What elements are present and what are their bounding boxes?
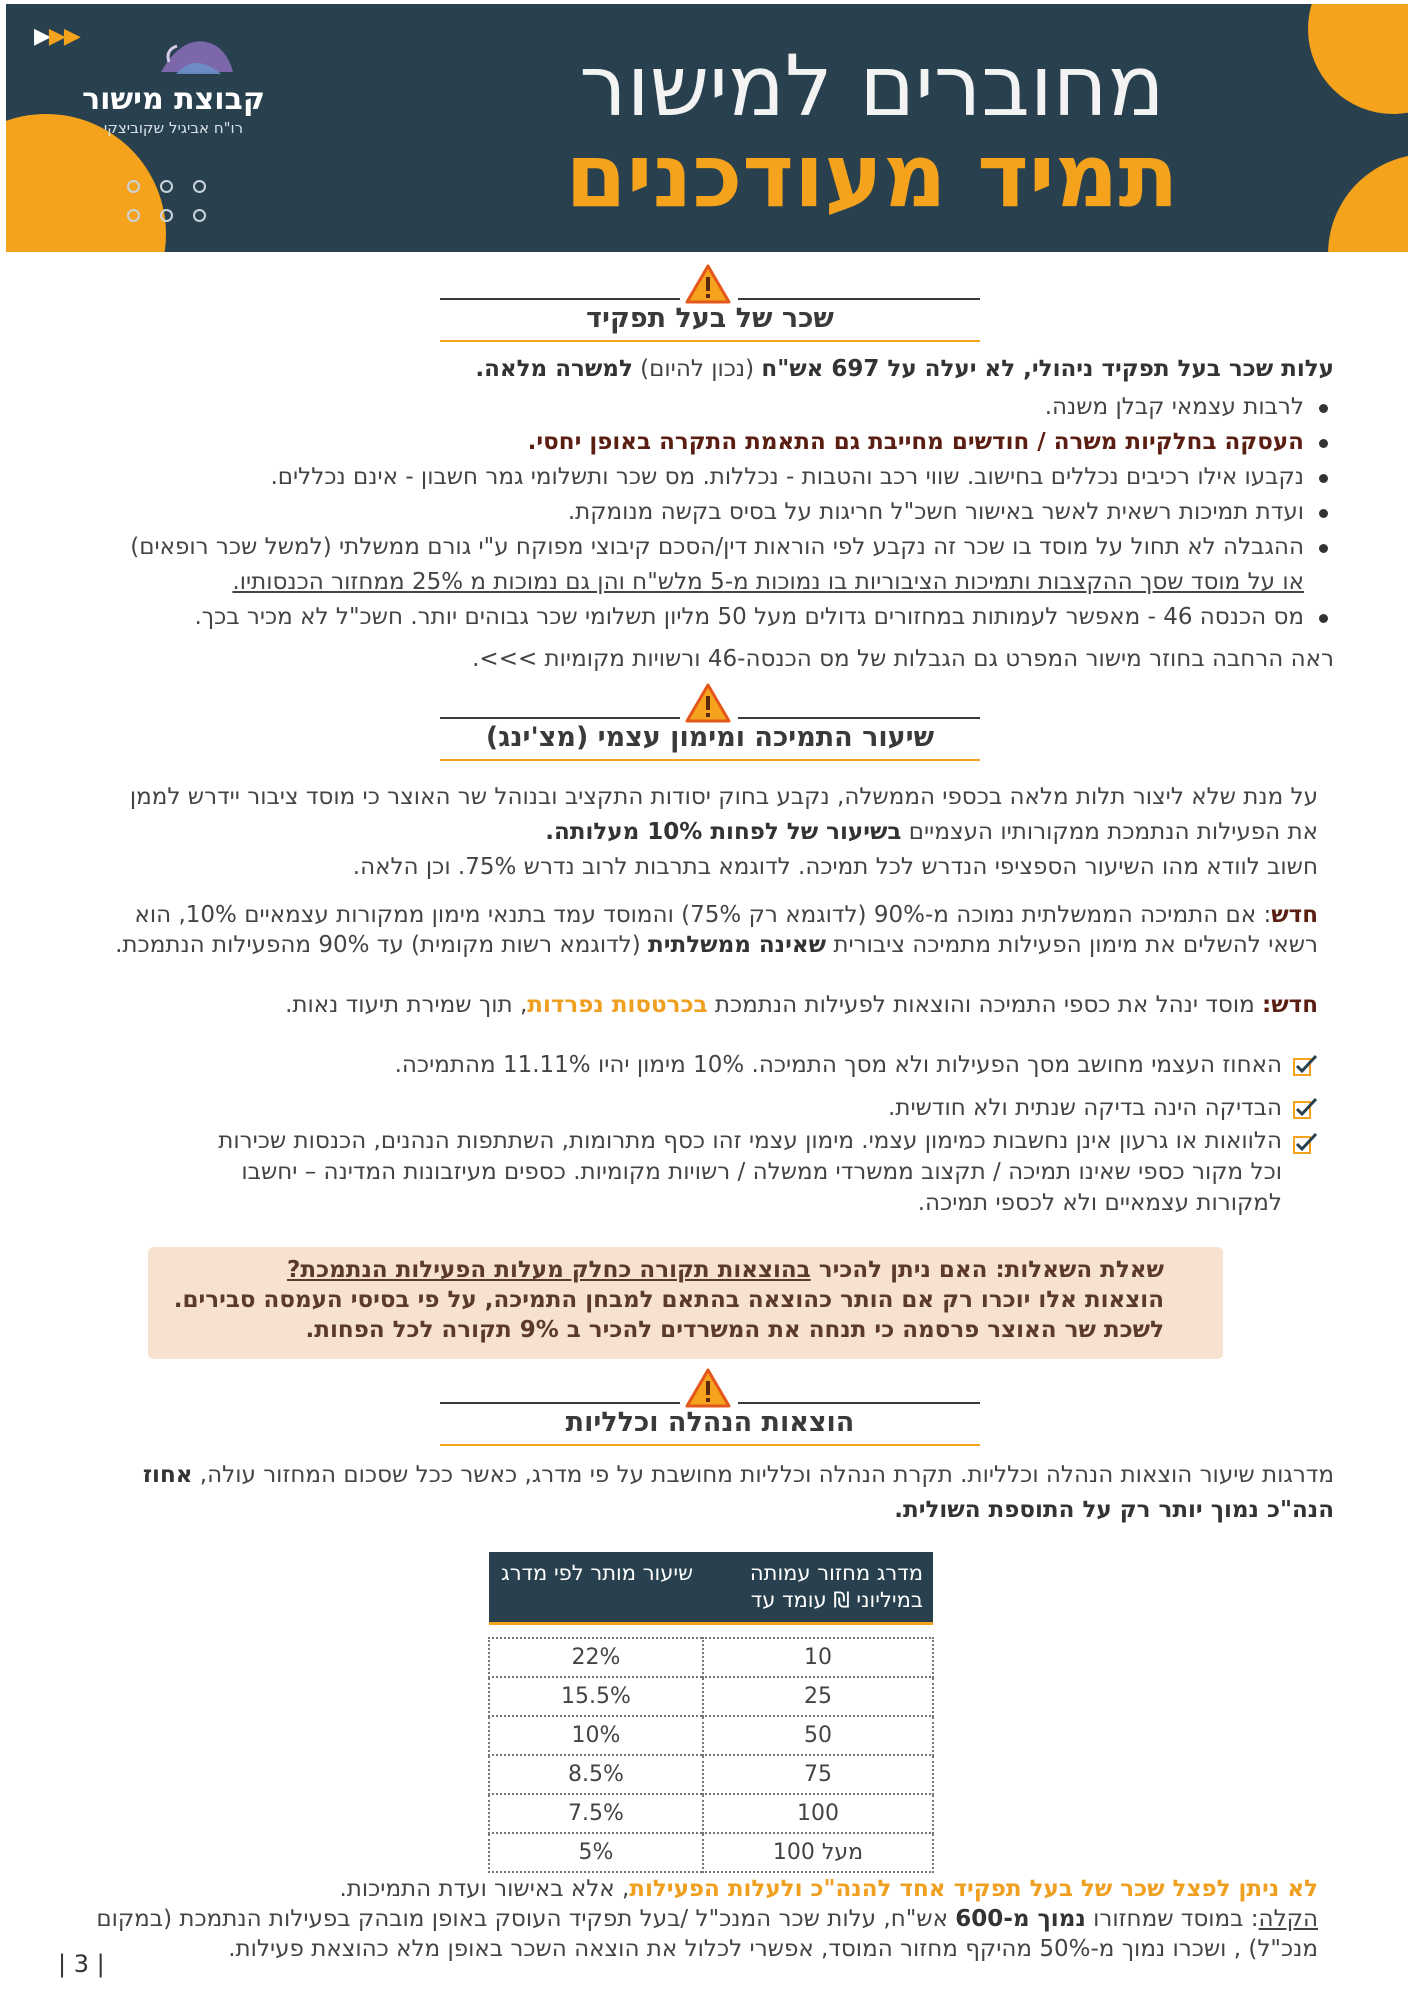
section-title: שיעור התמיכה ומימון עצמי (מצ'ינג) (485, 722, 935, 753)
logo-lotus-icon (151, 32, 241, 80)
banner-orange-arc-top-right (1308, 4, 1408, 114)
warning-icon (685, 264, 731, 304)
banner-arrows-icon: ▶▶▶ (34, 24, 79, 49)
see-more-link[interactable]: ראה הרחבה בחוזר מישור המפרט גם הגבלות של מס הכנסה-46 ורשויות מקומיות >>>. (472, 646, 1334, 672)
underlined-exception: או על מוסד שסך ההקצבות ותמיכות הציבוריות בו נמוכות מ-5 מלש"ח והן גם נמוכות מ 25% ממחזור הכנסותיו. (232, 569, 1304, 595)
banner-title-line1: מחוברים למישור (579, 37, 1165, 135)
banner-title-line2: תמיד מעודכנים (565, 124, 1179, 227)
section-heading-admin (440, 1368, 980, 1446)
question-block: שאלת השאלות: האם ניתן להכיר בהוצאות תקורה כחלק מעלות הפעילות הנתמכת? הוצאות אלו יוכרו רק אם הותר כהוצאה בהתאם למבחן התמיכה, על פי בסיסי העמסה סבירים. לשכת שר האוצר פרסמה כי תנחה את המשרדים להכיר ב 9% תקורה לכל הפחות. (173, 1257, 1164, 1343)
matching-checklist (218, 1048, 1318, 1219)
checkbox-checked-icon (1292, 1054, 1318, 1078)
list-item: האחוז העצמי מחושב מסך הפעילות ולא מסך התמיכה. 10% מימון יהיו 11.11% מהתמיכה. (218, 1048, 1318, 1083)
logo-name: קבוצת מישור (82, 82, 265, 117)
matching-paragraph-new-2: חדש: מוסד ינהל את כספי התמיכה והוצאות לפעילות הנתמכת בכרטסות נפרדות, תוך שמירת תיעוד נאות. (285, 992, 1318, 1018)
matching-paragraph-new-1: חדש: אם התמיכה הממשלתית נמוכה מ-90% (לדוגמא רק 75%) והמוסד עמד בתנאי מימון ממקורות עצמאיים 10%, הוא רשאי להשלים את מימון הפעילות מתמיכה ציבורית שאינה ממשלתית (לדוגמא רשות מקומית) עד 90% מהפעילות הנתמכת. (115, 902, 1318, 958)
list-item: מס הכנסה 46 - מאפשר לעמותות במחזורים גדולים מעל 50 מליון תשלומי שכר גבוהים יותר. חשכ"ל לא מכיר בכך. (130, 600, 1334, 635)
banner-dots-decoration (106, 174, 216, 232)
list-item: נקבעו אילו רכיבים נכללים בחישוב. שווי רכב והטבות - נכללות. מס שכר ותשלומי גמר חשבון - אינם נכללים. (130, 460, 1334, 495)
list-item: הלוואות או גרעון אינן נחשבות כמימון עצמי. מימון עצמי זהו כסף מתרומות, השתתפות הנהנים, הכנסות שכירות וכל מקור כספי שאינו תמיכה / תקצוב ממשרדי ממשלה / רשויות מקומיות. כספים מעיזבונות המדינה – יחשבו למקורות עצמאיים ולא לכספי תמיכה. (218, 1126, 1318, 1219)
new-label: חדש: (1262, 992, 1318, 1018)
table-row: 10 22% (489, 1638, 933, 1677)
banner-orange-arc-bottom-right (1328, 154, 1408, 252)
table-row: מעל 100 5% (489, 1833, 933, 1872)
list-item: ההגבלה לא תחול על מוסד בו שכר זה נקבע לפי הוראות דין/הסכם קיבוצי מפוקח ע"י גורם ממשלתי (למשל שכר רופאים) או על מוסד שסך ההקצבות ותמיכות הציבוריות בו נמוכות מ-5 מלש"ח והן גם נמוכות מ 25% ממחזור הכנסותיו. (130, 530, 1334, 600)
header-banner (6, 4, 1408, 252)
section-title: שכר של בעל תפקיד (586, 303, 834, 334)
list-item: לרבות עצמאי קבלן משנה. (130, 390, 1334, 425)
checkbox-checked-icon (1292, 1097, 1318, 1121)
warning-icon (685, 683, 731, 723)
matching-paragraph-1: על מנת שלא ליצור תלות מלאה בכספי הממשלה, נקבע בחוק יסודות התקציב ובנוהל שר האוצר כי מוסד ציבור יידרש לממן את הפעילות הנתמכת ממקורותיו העצמיים בשיעור של לפחות 10% מעלותה. חשוב לוודא מהו השיעור הספציפי הנדרש לכל תמיכה. לדוגמא בתרבות לרוב נדרש 75%. וכן הלאה. (129, 784, 1318, 880)
list-item: ועדת תמיכות רשאית לאשר באישור חשכ"ל חריגות על בסיס בקשה מנומקת. (130, 495, 1334, 530)
list-item: הבדיקה הינה בדיקה שנתית ולא חודשית. (218, 1091, 1318, 1126)
section-heading-salary (440, 264, 980, 342)
admin-rates-table (488, 1552, 934, 1873)
table-row: 75 8.5% (489, 1755, 933, 1794)
warning-icon (685, 1368, 731, 1408)
table-row: 50 10% (489, 1716, 933, 1755)
admin-notes: לא ניתן לפצל שכר של בעל תפקיד אחד להנה"כ ולעלות הפעילות, אלא באישור ועדת התמיכות. הקלה: במוסד שמחזורו נמוך מ-600 אש"ח, עלות שכר המנכ"ל /בעל תפקיד העוסק באופן מובהק בפעילות הנתמכת (במקום מנכ"ל) , ושכרו נמוך מ-50% מהיקף מחזור המוסד, אפשרי לכלול את הוצאה השכר באופן מלא כהוצאת פעילות. (96, 1876, 1318, 1962)
logo (66, 82, 281, 138)
new-label: חדש (1271, 902, 1318, 928)
page-number: | 3 | (58, 1950, 105, 1978)
salary-bullets (130, 390, 1334, 635)
table-row: 100 7.5% (489, 1794, 933, 1833)
table-row: 25 15.5% (489, 1677, 933, 1716)
list-item: העסקה בחלקיות משרה / חודשים מחייבת גם התאמת התקרה באופן יחסי. (130, 425, 1334, 460)
checkbox-checked-icon (1292, 1132, 1318, 1156)
admin-paragraph: מדרגות שיעור הוצאות הנהלה וכלליות. תקרת הנהלה וכלליות מחושבת על פי מדרג, כאשר ככל שסכום המחזור עולה, אחוז הנה"כ נמוך יותר רק על התוספת השולית. (142, 1462, 1334, 1523)
table-header: מדרג מחזור עמותה במיליוני ₪ עומד עד (703, 1552, 933, 1624)
logo-subtitle: רו"ח אביגיל שקוביצקי (103, 119, 244, 137)
section-title: הוצאות הנהלה וכלליות (565, 1407, 855, 1438)
section-heading-matching (440, 683, 980, 761)
table-header: שיעור מותר לפי מדרג (489, 1552, 703, 1624)
salary-intro: עלות שכר בעל תפקיד ניהולי, לא יעלה על 697 אש"ח (נכון להיום) למשרה מלאה. (475, 356, 1334, 382)
